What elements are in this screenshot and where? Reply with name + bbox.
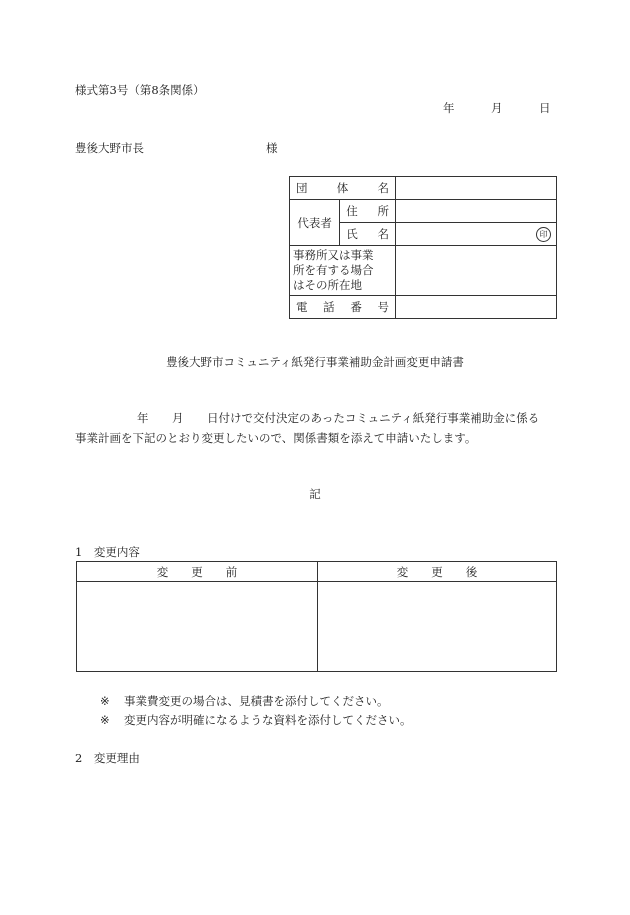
change-table-body [77, 582, 557, 672]
document-title: 豊後大野市コミュニティ紙発行事業補助金計画変更申請書 [166, 355, 464, 369]
addressee-name: 豊後大野市長 [75, 141, 144, 155]
change-table-header [77, 562, 557, 582]
group-name-field[interactable] [396, 177, 557, 200]
body-line2: 事業計画を下記のとおり変更したいので、関係書類を添えて申請いたします。 [75, 431, 477, 445]
section2-heading: 2 変更理由 [75, 751, 140, 765]
section1-heading: 1 変更内容 [75, 545, 140, 559]
body-year: 年 [137, 411, 149, 425]
addressee-suffix: 様 [266, 141, 278, 155]
body-line1-rest: 日付けで交付決定のあったコミュニティ紙発行事業補助金に係る [207, 411, 540, 425]
date-day: 日 [539, 101, 551, 115]
name-field[interactable] [396, 223, 557, 246]
before-field[interactable] [77, 582, 318, 672]
phone-label: 電 話 番 号 [290, 296, 396, 319]
office-field[interactable] [396, 246, 557, 296]
ki-label: 記 [309, 487, 321, 501]
note-1-mark: ※ [100, 694, 110, 708]
change-table [76, 561, 557, 672]
before-label: 変 更 前 [77, 562, 318, 582]
form-number: 様式第3号（第8条関係） [75, 83, 205, 97]
applicant-table [289, 176, 557, 319]
phone-field[interactable] [396, 296, 557, 319]
office-row [290, 246, 557, 296]
after-field[interactable] [318, 582, 557, 672]
after-label: 変 更 後 [318, 562, 557, 582]
address-field[interactable] [396, 200, 557, 223]
group-name-row [290, 177, 557, 200]
address-label: 住 所 [340, 200, 396, 223]
note-2-mark: ※ [100, 713, 110, 727]
representative-address-row [290, 200, 557, 223]
note-1-text: 事業費変更の場合は、見積書を添付してください。 [124, 694, 389, 708]
note-2-text: 変更内容が明確になるような資料を添付してください。 [124, 713, 412, 727]
group-name-label: 団 体 名 [290, 177, 396, 200]
representative-label: 代表者 [290, 200, 340, 246]
name-label: 氏 名 [340, 223, 396, 246]
office-label: 事務所又は事業 所を有する場合 はその所在地 [290, 246, 396, 296]
phone-row [290, 296, 557, 319]
date-month: 月 [491, 101, 503, 115]
seal-icon: 印 [536, 227, 551, 242]
body-month: 月 [172, 411, 184, 425]
date-year: 年 [443, 101, 455, 115]
